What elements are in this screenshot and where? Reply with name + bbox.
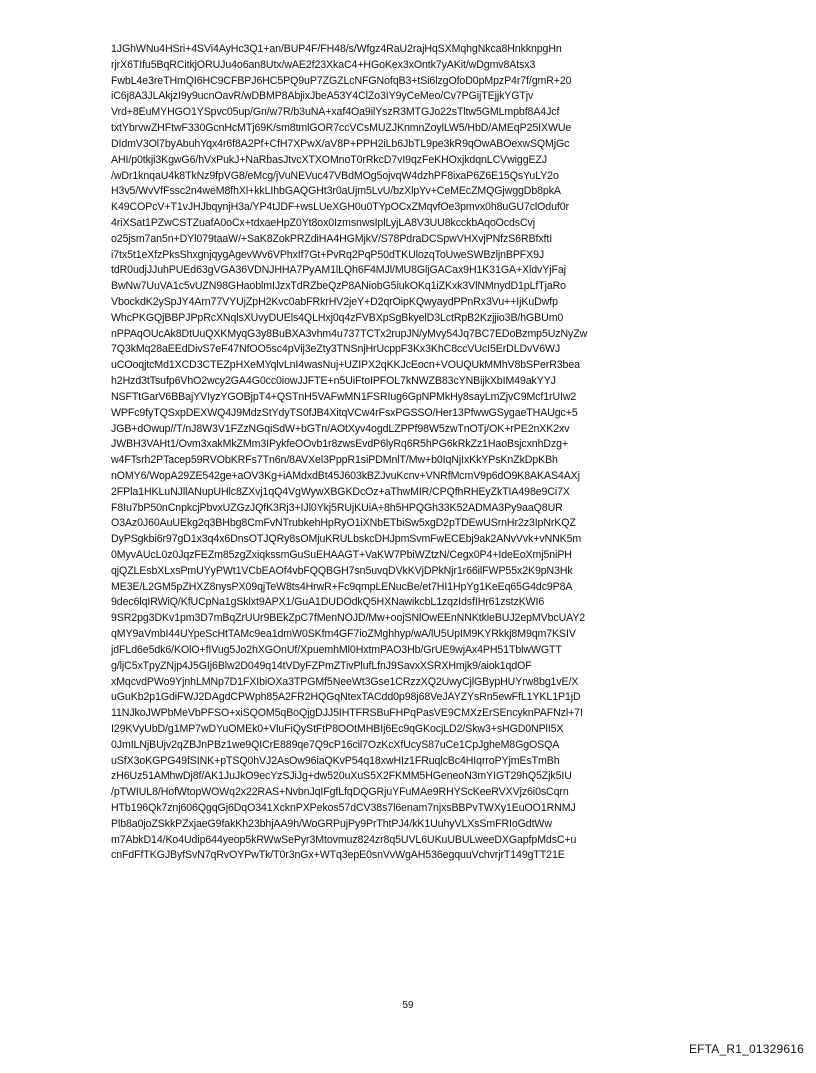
- document-id-stamp: EFTA_R1_01329616: [688, 1042, 804, 1056]
- text-line: FwbL4e3reTHmQI6HC9CFBPJ6HC5PQ9uP7ZGZLcNFGNofqB3+tSi6lzgOfoD0pMpzP4r7f/gmR+20: [111, 74, 572, 87]
- text-line: 2FPla1HKLuNJllANupUHlc8ZXvj1qQ4VgWywXBGKDcOz+aThwMIR/CPQfhRHEyZkTIA498e9Ci7X: [111, 485, 570, 498]
- text-line: 7Q3kMq28aEEdDivS7eF47NfOO5sc4pVij3eZty3TNSnjHrUcppF3Kx3KhC8ccVUcI5ErDLDvV6WJ: [111, 343, 561, 356]
- text-line: 4riXSat1PZwCSTZuafA0oCx+tdxaeHpZ0Yt8ox0IzmsnwsIplLyjLA8V3UU8kcckbAqoOcdsCvj: [111, 216, 535, 229]
- text-line: K49COPcV+T1vJHJbqynjH3a/YP4tJDF+wsLUeXGH0u0TYpOCxZMqvfOe3pmvx0h8uGU7clOduf0r: [111, 201, 569, 214]
- text-line: 9SR2pg3DKv1pm3D7mBqZrUUr9BEkZpC7fMenNOJD/Mw+oojSNlOwEEnNNKtkleBUJ2epMVbcUAY2: [111, 612, 586, 625]
- text-line: Vrd+8EuMYHGO1YSpvc05up/Gn/w7R/b3uNA+xaf4Oa9ilYszR3MTGJo22sTltw5GMLmpbf8A4Jcf: [111, 106, 560, 119]
- text-line: o25jsm7an5n+DYl079taaW/+SaK8ZokPRZdiHA4HGMjkV/S78PdraDCSpwVHXvjPNfzS6RBfxftI: [111, 232, 553, 245]
- text-line: zH6Uz51AMhwDj8f/AK1JuJkO9ecYzSJiJg+dw520uXuS5X2FKMM5HGeneoN3mYIGT29hQ5Zjk5IU: [111, 770, 572, 783]
- text-line: I29KVyUbD/g1MP7wDYuOMEk0+VluFiQyStFtP8OOtMHBIj6Ec9qGKocjLD2/Skw3+sHGD0NPlI5X: [111, 722, 564, 735]
- text-line: NSFTtGarV6BBajYVIyzYGOBjpT4+QSTnH5VAFwMN1FSRIug6GpNPMkHy8sayLmZjvC9Mcf1rUIw2: [111, 390, 577, 403]
- text-line: WhcPKGQjBBPJPpRcXNqlsXUvyDUEls4QLHxj0q4zFVBXpSgBkyelD3LctRpB2Kzjjio3B/hGBUm0: [111, 311, 564, 324]
- text-line: 0JmILNjBUjv2qZBJnPBz1we9QICrE889qe7Q9cP16cil7OzKcXfUcyS87uCe1CpJgheM8GgOSQA: [111, 738, 560, 751]
- text-line: qjQZLEsbXLxsPmUYyPWt1VCbEAOf4vbFQQBGH7sn5uvqDVkKVjDPkNjr1r66ilFWP55x2K9pN3Hk: [111, 564, 573, 577]
- text-line: VbockdK2ySpJY4Arn77VYUjZpH2Kvc0abFRkrHV2jeY+D2qrOipKQwyaydPPnRx3Vu++IjKuDwfp: [111, 296, 558, 308]
- text-line: i7tx5t1eXfzPksShxgnjqygAgevWv6VPhxIf7Gt+PvRq2PqP50dTKUlozqToUweSWBzljnBPFX9J: [111, 248, 545, 261]
- text-line: txtYbrvwZHFtwF330GcnHcMTj69K/sm8tmlGOR7ccVCsMUZJKnmnZoylLW5/HbD/AMEqP25IXWUe: [111, 122, 572, 135]
- text-line: DIdmV3Ol7byAbuhYqx4r6f8A2Pf+CfH7XPwX/aV8P+PPH2iLb6JbTL9pe3kR9qOwABOexwSQMjGc: [111, 137, 570, 150]
- text-line: WPFc9fyTQSxpDEXWQ4J9MdzStYdyTS0fJB4XitqVCw4rFsxPGSSO/Her13PfwwGSygaeTHAUgc+5: [111, 406, 578, 419]
- text-line: ME3E/L2GM5pZHXZ8nysPX09qjTeW8ts4HrwR+Fc9qmpLENucBe/et7HI1HpYg1KeEq65G4dc9P8A: [111, 580, 573, 593]
- text-line: /pTWIUL8/HofWtopWOWq2x22RAS+NvbnJqIFgfLfqDQGRjuYFuMAe9RHYScKeeRVXVjz6i0sCqrn: [111, 786, 569, 799]
- text-line: Plb8a0joZSkkPZxjaeG9fakKh23bhjAA9h/WoGRPujPy9PrThtPJ4/kK1UuhyVLXsSmFRIoGdtWw: [111, 817, 552, 830]
- text-line: xMqcvdPWo9YjnhLMNp7D1FXIbiOXa3TPGMf5NeeWt3Gse1CRzzXQ2UwyCjlGBypHUYrw8bg1vE/X: [111, 675, 579, 688]
- text-line: uSfX3oKGPG49fSINK+pTSQ0hVJ2AsOw96iaQKvP54q18xwHIz1FRuqlcBc4HIqrroPYjmEsTmBh: [111, 754, 560, 767]
- text-line: 9dec6lqIRWiQ/KfUCpNa1gSklxt9APX1/GuA1DUDOdkQ5HXNawikcbL1zqzIdsfIHr61zstzKWI6: [111, 596, 545, 609]
- text-line: rjrX6TIfu5BqRCitkjORUJu4o6an8Utx/wAE2f23XkaC4+HGoKex3xOntk7yAKit/wDgmv8Atsx3: [111, 58, 536, 71]
- text-line: iC6j8A3JLAkjzI9y9ucnOavR/wDBMP8AbjixJbeA53Y4ClZo3IY9yCeMeo/Cv7PGijTEjjkYGTjv: [111, 90, 534, 103]
- text-line: cnFdFfTKGJByfSvN7qRvOYPwTk/T0r3nGx+WTq3epE0snVvWgAH536egquuVchvrjrT149gTT21E: [111, 849, 565, 862]
- text-line: g/ljC5xTpyZNjp4J5GIj6Blw2D049q14tVDyFZPmZTivPlufLfnJ9SavxXSRXHmjk9/aiok1qdOF: [111, 659, 532, 672]
- text-line: DyPSgkbi6r97gD1x3q4x6DnsOTJQRy8sOMjuKRULbskcDHJpmSvmFwECEbj9ak2ANvVvk+vNNK5m: [111, 533, 582, 546]
- text-line: uGuKb2p1GdiFWJ2DAgdCPWph85A2FR2HQGqNtexTACdd0p98j68VeJAYZYsRn5ewFfL1YKL1P1jD: [111, 691, 581, 704]
- text-line: JWBH3VAHt1/Ovm3xakMkZMm3IPykfeOOvb1r8zwsEvdP6lyRq6R5hPG6kRkZz1HaoBsjcxnhDzg+: [111, 438, 568, 451]
- text-line: 11NJkoJWPbMeVbPFSO+xiSQOM5qBoQjgDJJ5IHTFRSBuFHPqPasVE9CMXzErSEncyknPAFNzl+7I: [111, 707, 583, 720]
- text-line: jdFLd6e5dk6/KOlO+fIVug5Jo2hXGOnUf/XpuemhMl0HxtmPAO3Hb/GrUE9wjAx4PH51TblwWGTT: [111, 643, 562, 656]
- text-line: BwNw7UuVA1c5vUZN98GHaoblmIJzxTdRZbeQzP8ANiobG5iukOKq1iZKxk3VlNMnydD1pLfTjaRo: [111, 280, 566, 293]
- encoded-text-block: [111, 42, 711, 864]
- text-line: qMY9aVmbI44UYpeScHtTAMc9ea1dmW0SKfm4GF7ioZMghhyp/wA/lU5UpIM9KYRkkj8M9qm7KSIV: [111, 628, 576, 641]
- text-line: 1JGhWNu4HSri+4SVi4AyHc3Q1+an/BUP4F/FH48/s/Wfgz4RaU2rajHqSXMqhgNkca8HnkknpgHn: [111, 43, 562, 55]
- text-line: m7AbkD14/Ko4Udip644yeop5kRWwSePyr3Mtovmuz824zr8q5UVL6UKuUBULweeDXGapfpMdsC+u: [111, 833, 577, 846]
- text-line: JGB+dOwup//T/nJ8W3V1FZzNGqiSdW+bGTn/AOtXyv4ogdLZPPf98W5zwTnOTj/OK+rPE2nXK2xv: [111, 422, 570, 435]
- text-line: 0MyvAUcL0z0JqzFEZm85zgZxiqkssmGuSuEHAAGT+VaKW7PbiWZtzN/Cegx0P4+IdeEoXmj5niPH: [111, 549, 572, 561]
- text-line: /wDr1knqaU4k8TkNz9fpVG8/eMcg/jVuNEVuc47VBdMOg5ojvqW4dzhPF8ixaP6Z6E15QsYuLY2o: [111, 169, 559, 182]
- text-line: H3v5/WvVfFssc2n4weM8fhXl+kkLIhbGAQGHt3r0aUjm5LvU/bzXlpYv+CeMEcZMQGjwggDb8pkA: [111, 185, 561, 198]
- text-line: AHI/p0tkji3KgwG6/hVxPukJ+NaRbasJtvcXTXOMnoT0rRkcD7vI9qzFeKHOxjkdqnLCVwiggEZJ: [111, 153, 548, 166]
- text-line: F8Iu7bP50nCnpkcjPbvxUZGzJQfK3Rj3+IJl0Ykj5RUjKUiA+8h5HPQGh33K52ADMA3Py9aaQ8UR: [111, 501, 563, 514]
- text-line: tdR0udjJJuhPUEd63gVGA36VDNJHHA7PyAM1lLQh6F4MJl/MU8GljGACax9H1K31GA+XldvYjFaj: [111, 264, 566, 277]
- page-number: 59: [402, 1000, 414, 1011]
- text-line: O3Az0J60AuUEkg2q3BHbg8CmFvNTrubkehHpRyO1iXNbETbiSw5xgD2pTDEwUSrnHr2z3IpNrKQZ: [111, 517, 576, 530]
- text-line: HTb196Qk7znj606QgqGj6DqO341XcknPXPekos57dCV38s7l6enam7njxsBBPvTWXy1EuOO1RNMJ: [111, 802, 576, 814]
- text-line: nOMY6/WopA29ZE542ge+aOV3Kg+iAMdxdBt45J603kBZJvuKcnv+VNRfMcmV9p6dO9K8AKAS4AXj: [111, 469, 580, 482]
- text-line: uCOoqjtcMd1XCD3CTEZpHXeMYqlvLnI4wasNuj+UZIPX2qKKJcEocn+VOUQUkMMhV8bSPerR3bea: [111, 359, 580, 372]
- text-line: w4FTsrh2PTacep59RVObKRFs7Tn6n/8AVXel3PppR1siPDMnlT/Mw+b0IqNjIxKkYPsKnZkDpKBh: [111, 454, 558, 467]
- text-line: h2Hzd3tTsufp6VhO2wcy2GA4G0cc0iowJJFTE+n5UiFtoIPFOL7kNWZB83cYNBijkXbIM49akYYJ: [111, 375, 556, 388]
- text-line: nPPAqOUcAk8DtUuQXKMyqG3y8BuBXA3vhm4u737TCTx2rupJN/yMvy54Jq7BC7EDoBzmp5UzNyZw: [111, 327, 588, 340]
